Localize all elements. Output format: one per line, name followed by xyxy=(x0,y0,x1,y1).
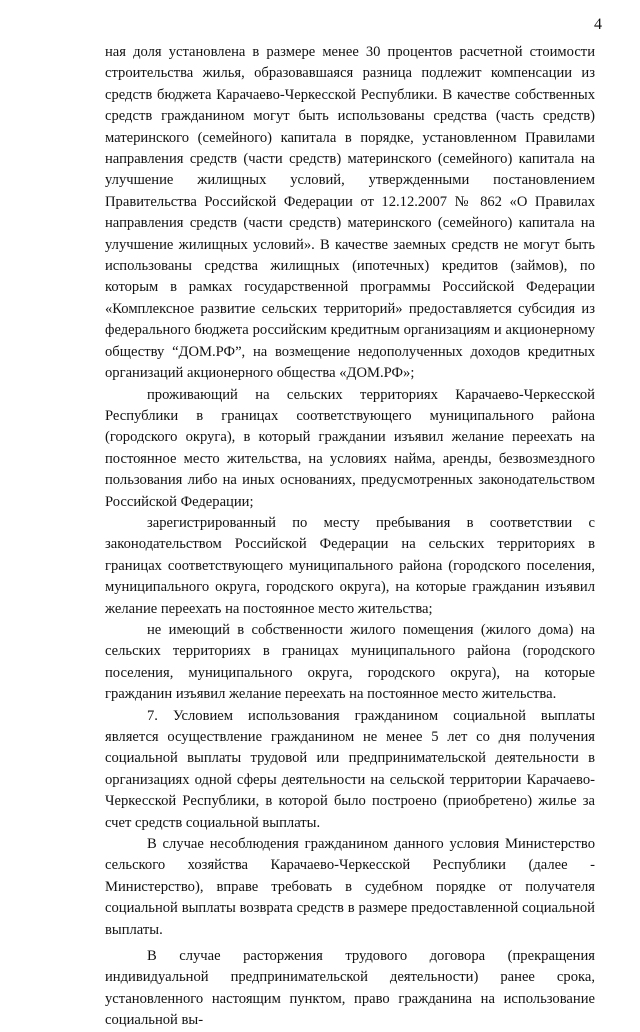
paragraph-contract-termination: В случае расторжения трудового договора (прекращения индивидуальной предпринимательской деятельности) ранее срока, установленного настоящим пунктом, право гражданина на использование социальной вы- xyxy=(105,948,595,1029)
paragraph-registration-condition: зарегистрированный по месту пребывания в соответствии с законодательством Российской Федерации на сельских территориях в границах соответствующего муниципального района (городского поселения, муниципального округа, городского округа), на которые гражданин изъявил желание переехать на постоянное место жительства; xyxy=(105,514,595,617)
paragraph-residence-condition: проживающий на сельских территориях Карачаево-Черкесской Республики в границах соответствующего муниципального района (городского округа), в который граждании изъявил желание переехать на постоянное место жительства, на условиях найма, аренды, безвозмездного пользования либо на иных основаниях, предусмотренных законодательством Российской Федерации; xyxy=(105,386,595,510)
document-body xyxy=(105,42,595,1032)
page-number: 4 xyxy=(594,16,602,33)
paragraph-clause-7: 7. Условием использования гражданином социальной выплаты является осуществление гражданином не менее 5 лет со дня получения социальной выплаты трудовой или предпринимательской деятельности в организациях одной сферы деятельности на сельской территории Карачаево-Черкесской Республики, в которой было построено (приобретено) жилье за счет средств социальной выплаты. xyxy=(105,707,595,831)
paragraph-non-compliance: В случае несоблюдения гражданином данного условия Министерство сельского хозяйства Карачаево-Черкесской Республики (далее - Министерство), вправе требовать в судебном порядке от получателя социальной выплаты возврата средств в размере предоставленной социальной выплаты. xyxy=(105,836,595,938)
paragraph-continuation: ная доля установлена в размере менее 30 процентов расчетной стоимости строительства жилья, образовавшаяся разница подлежит компенсации из средств бюджета Карачаево-Черкесской Республики. В качестве собственных средств гражданином могут быть использованы средства (часть средств) материнского (семейного) капитала в порядке, установленном Правилами направления средств (части средств) материнского (семейного) капитала на улучшение жилищных условий, утвержденными постановлением Правительства Российской Федерации от 12.12.2007 № 862 «О Правилах направления средств (части средств) материнского (семейного) капитала на улучшение жилищных условий». В качестве заемных средств не могут быть использованы средства жилищных (ипотечных) кредитов (займов), по которым в рамках государственной программы Российской Федерации «Комплексное развитие сельских территорий» предоставляется субсидия из федерального бюджета российским кредитным организациям и акционерному обществу “ДОМ.РФ”, на возмещение недополученных доходов кредитных организаций акционерного общества «ДОМ.РФ»; xyxy=(105,44,595,382)
paragraph-no-property-condition: не имеющий в собственности жилого помещения (жилого дома) на сельских территориях в границах муниципального района (городского поселения, муниципального округа, городского округа), на которые гражданин изъявил желание переехать на постоянное место жительства. xyxy=(105,621,595,703)
